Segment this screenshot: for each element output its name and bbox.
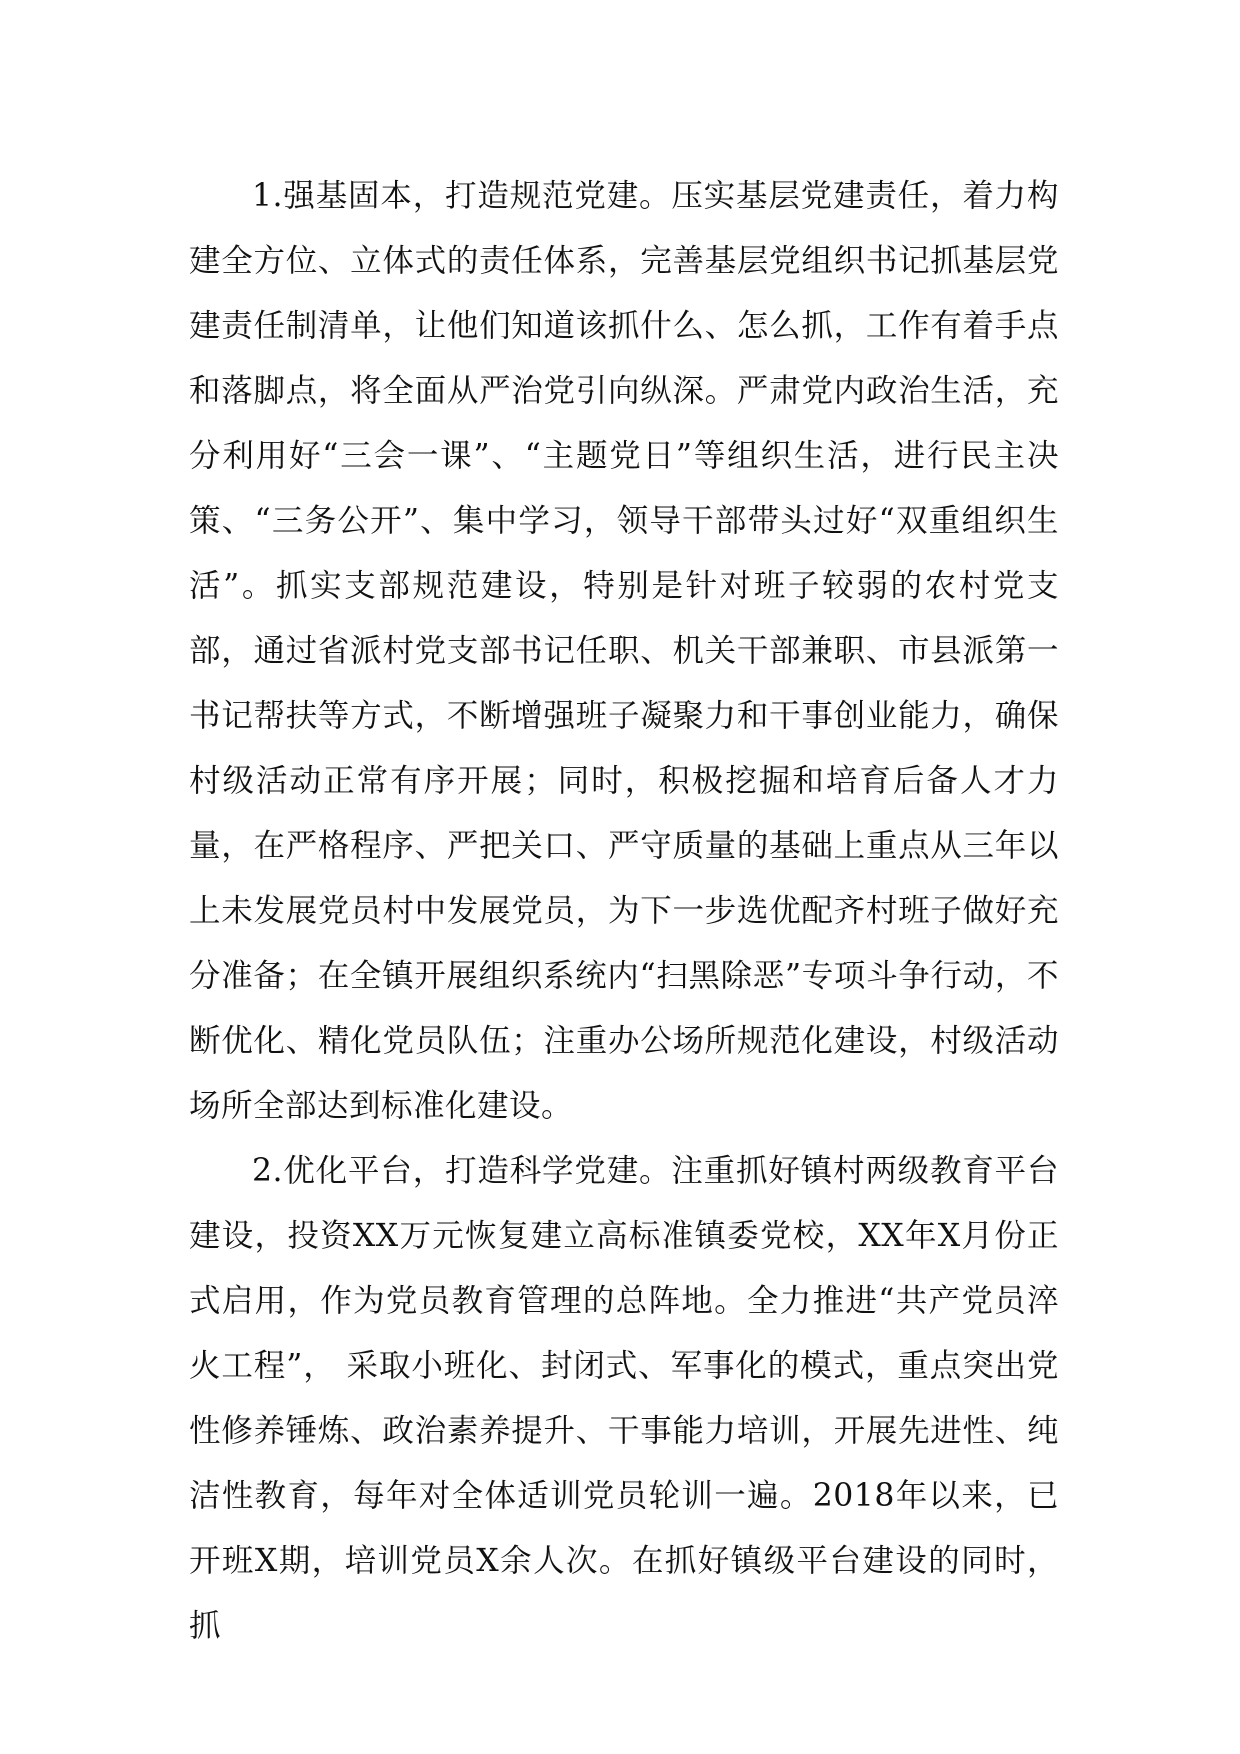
paragraph-2: 2.优化平台，打造科学党建。注重抓好镇村两级教育平台建设，投资XX万元恢复建立高标准镇委党校，XX年X月份正式启用，作为党员教育管理的总阵地。全力推进“共产党员淬火工程”， 采取小班化、封闭式、军事化的模式，重点突出党性修养锤炼、政治素养提升、干事能力培训，开展先进性、纯洁性教育，每年对全体适训党员轮训一遍。2018年以来，已开班X期，培训党员X余人次。在抓好镇级平台建设的同时，抓 <box>189 1153 1059 1644</box>
document-body <box>189 164 1059 1659</box>
paragraph-1: 1.强基固本，打造规范党建。压实基层党建责任，着力构建全方位、立体式的责任体系，完善基层党组织书记抓基层党建责任制清单，让他们知道该抓什么、怎么抓，工作有着手点和落脚点，将全面从严治党引向纵深。严肃党内政治生活，充分利用好“三会一课”、“主题党日”等组织生活，进行民主决策、“三务公开”、集中学习，领导干部带头过好“双重组织生活”。抓实支部规范建设，特别是针对班子较弱的农村党支部，通过省派村党支部书记任职、机关干部兼职、市县派第一书记帮扶等方式，不断增强班子凝聚力和干事创业能力，确保村级活动正常有序开展；同时，积极挖掘和培育后备人才力量，在严格程序、严把关口、严守质量的基础上重点从三年以上未发展党员村中发展党员，为下一步选优配齐村班子做好充分准备；在全镇开展组织系统内“扫黑除恶”专项斗争行动，不断优化、精化党员队伍；注重办公场所规范化建设，村级活动场所全部达到标准化建设。 <box>189 178 1059 1124</box>
